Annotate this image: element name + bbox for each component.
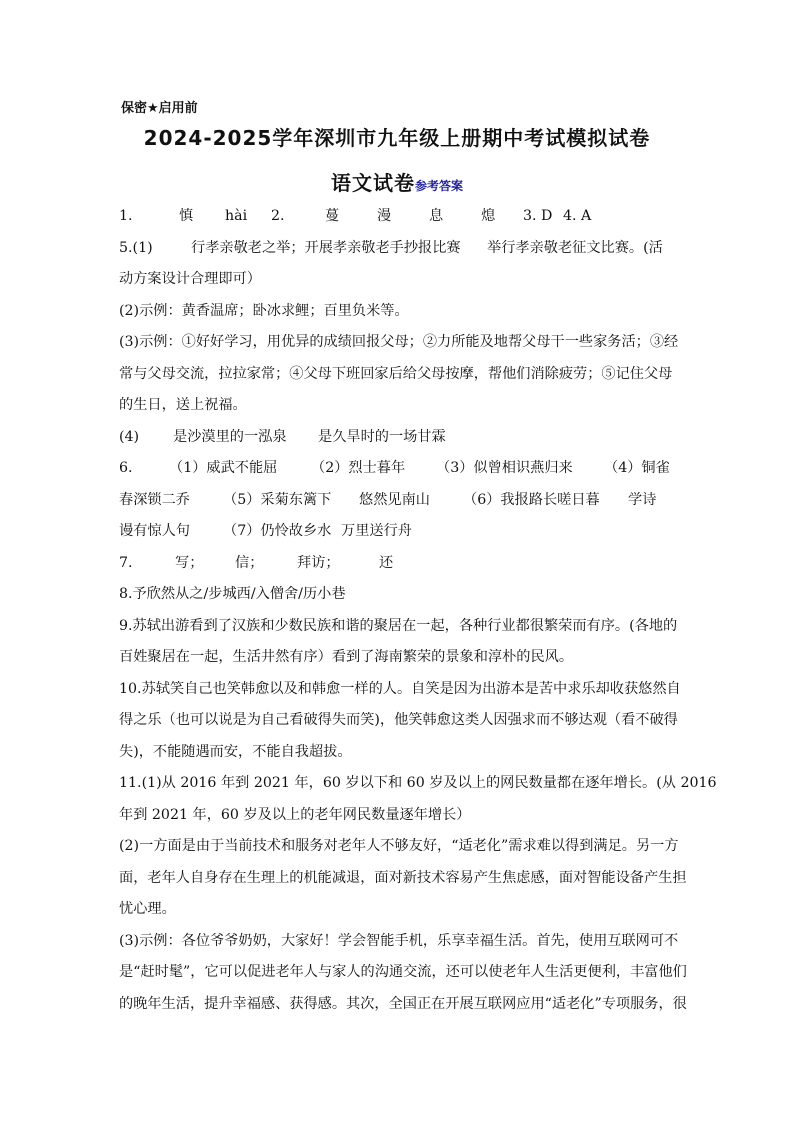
answer-line-q9-2: 百姓聚居在一起，生活井然有序）看到了海南繁荣的景象和淳朴的民风。 <box>119 649 574 665</box>
answer-line-q7 <box>119 553 679 585</box>
answer-line-q11-1: 11.(1)从 2016 年到 2021 年，60 岁以下和 60 岁及以上的网民数量都在逐年增长。(从 2016 <box>119 775 717 791</box>
q6-part-6b: 学诗 <box>628 491 657 508</box>
q2-answer-2: 漫 <box>377 208 392 224</box>
q3-number: 3. <box>523 208 537 224</box>
q6-part-4a: （4）铜雀 <box>604 460 670 476</box>
q1-number: 1. <box>119 208 133 224</box>
q2-answer-4: 熄 <box>481 208 496 224</box>
q1-answer-2: hài <box>225 208 248 224</box>
q6-part-5: （5）采菊东篱下 <box>223 491 332 508</box>
q6-part-7: （7）仍怜故乡水 <box>223 523 332 539</box>
q7-number: 7. <box>119 554 133 571</box>
answer-line-q10-1: 10.苏轼笑自己也笑韩愈以及和韩愈一样的人。自笑是因为出游本是苦中求乐却收获悠然自 <box>119 680 681 697</box>
answer-line-q6-3 <box>119 521 679 553</box>
answer-line-q11-6: (3)示例：各位爷爷奶奶，大家好！学会智能手机，乐享幸福生活。首先，使用互联网可不 <box>119 932 679 949</box>
answer-line-q5-2: 动方案设计合理即可） <box>119 271 261 287</box>
answer-line-q11-4: 面，老年人自身存在生理上的机能减退，面对新技术容易产生焦虑感，面对智能设备产生担 <box>119 869 687 886</box>
q2-answer-1: 蔓 <box>325 208 340 224</box>
q6-part-3: （3）似曾相识燕归来 <box>436 460 573 476</box>
page-subtitle <box>0 167 794 196</box>
q5-number: 5.(1) <box>119 239 153 256</box>
q4-number: 4. <box>563 208 577 224</box>
confidential-label: 保密★启用前 <box>121 101 198 116</box>
answer-line-q5-4: (3)示例：①好好学习，用优异的成绩回报父母；②力所能及地帮父母干一些家务活；③经 <box>119 334 679 350</box>
q5-part-b: 举行孝亲敬老征文比赛。(活 <box>487 239 663 256</box>
answer-line-q6-2 <box>119 490 679 522</box>
answer-line-q5-1 <box>119 238 679 270</box>
q5-4-part-a: 是沙漠里的一泓泉 <box>173 428 287 445</box>
q2-number: 2. <box>271 208 285 224</box>
answer-line-q11-2: 年到 2021 年，60 岁及以上的老年网民数量逐年增长） <box>119 806 471 823</box>
q5-4-number: (4) <box>119 428 140 445</box>
answer-line-q11-8: 的晚年生活，提升幸福感、获得感。其次，全国正在开展互联网应用“适老化”专项服务，很 <box>119 995 687 1012</box>
answer-line-q11-7: 是“赶时髦”，它可以促进老年人与家人的沟通交流，还可以使老年人生活更便利，丰富他们 <box>119 964 687 980</box>
subtitle-main: 语文试卷 <box>330 171 415 195</box>
answer-line-q5-3: (2)示例：黄香温席；卧冰求鲤；百里负米等。 <box>119 302 409 319</box>
q5-part-a: 行孝亲敬老之举；开展孝亲敬老手抄报比赛 <box>191 239 461 256</box>
answer-line-q8: 8.予欣然从之/步城西/入僧舍/历小巷 <box>119 586 346 602</box>
q6-part-6: （6）我报路长嗟日暮 <box>463 491 600 508</box>
q2-answer-3: 息 <box>429 208 444 224</box>
q6-part-2: （2）烈士暮年 <box>311 460 406 476</box>
q6-part-6c: 谩有惊人句 <box>119 523 190 539</box>
q5-4-part-b: 是久旱时的一场甘霖 <box>318 428 446 445</box>
subtitle-tag: 参考答案 <box>414 179 463 193</box>
q6-part-7b: 万里送行舟 <box>341 523 412 539</box>
q4-answer: A <box>581 208 592 224</box>
answer-content <box>119 206 717 1025</box>
q7-word-1: 写； <box>175 554 204 571</box>
q6-number: 6. <box>119 460 133 476</box>
answer-line-q5-6: 的生日，送上祝福。 <box>119 397 247 413</box>
page-title: 2024-2025学年深圳市九年级上册期中考试模拟试卷 <box>143 126 651 150</box>
q3-answer: D <box>541 208 553 224</box>
answer-line-q5-7 <box>119 427 679 459</box>
q7-word-3: 拜访； <box>297 554 340 571</box>
q7-word-2: 信； <box>235 554 264 571</box>
q7-word-4: 还 <box>379 554 394 571</box>
q6-part-5b: 悠然见南山 <box>359 491 430 508</box>
answer-line-q10-2: 得之乐（也可以说是为自己看破得失而笑)，他笑韩愈这类人因强求而不够达观（看不破得 <box>119 712 678 728</box>
answer-line-q11-5: 忧心理。 <box>119 901 176 917</box>
answer-line-q10-3: 失)，不能随遇而安，不能自我超拔。 <box>119 743 352 760</box>
answer-line-q11-3: (2)一方面是由于当前技术和服务对老年人不够友好，“适老化”需求难以得到满足。另一方 <box>119 838 679 854</box>
answer-line-q5-5: 常与父母交流，拉拉家常；④父母下班回家后给父母按摩，帮他们消除疲劳；⑤记住父母 <box>119 365 673 382</box>
answer-line-q1-4 <box>119 206 679 238</box>
q1-answer-1: 慎 <box>179 208 194 224</box>
answer-line-q9-1: 9.苏轼出游看到了汉族和少数民族和谐的聚居在一起，各种行业都很繁荣而有序。(各地的 <box>119 617 678 634</box>
q6-part-1: （1）威武不能屈 <box>169 460 278 476</box>
q6-part-4b: 春深锁二乔 <box>119 491 190 508</box>
answer-line-q6-1 <box>119 458 679 490</box>
